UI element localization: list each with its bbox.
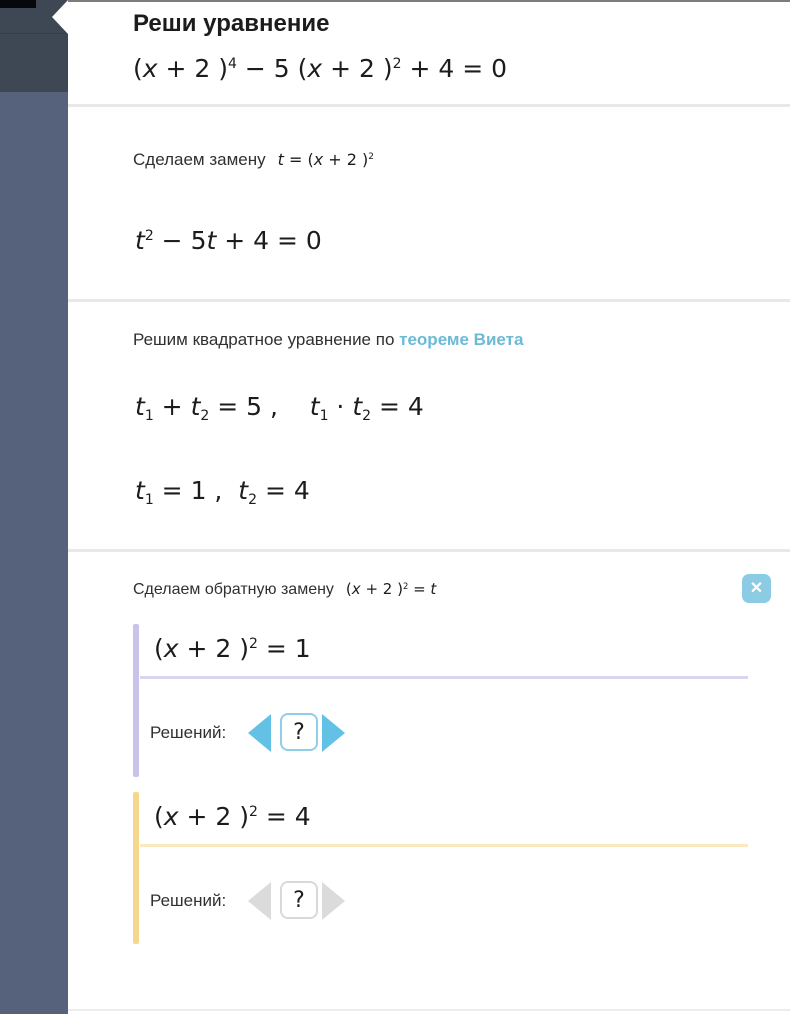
case1-solutions-label: Решений:: [150, 723, 227, 742]
t-equation: $t^2 - 5t + 4 = 0$: [135, 226, 322, 255]
case2-prev-arrow-icon[interactable]: [248, 882, 271, 920]
section-divider: [68, 549, 790, 552]
case2-solutions-label: Решений:: [150, 891, 227, 910]
case2-next-arrow-icon[interactable]: [322, 882, 345, 920]
back-substitution-label: Сделаем обратную замену: [133, 581, 334, 598]
case2-answer-box[interactable]: ?: [280, 881, 318, 919]
content-panel: [68, 0, 790, 1014]
case1-prev-arrow-icon[interactable]: [248, 714, 271, 752]
substitution-formula: t = (x + 2 )$^2$: [277, 150, 374, 169]
section-divider: [68, 104, 790, 107]
bottom-divider: [68, 1009, 790, 1011]
vieta-text: Решим квадратное уравнение по: [133, 330, 395, 349]
close-button[interactable]: [742, 574, 771, 603]
vieta-roots-equation: $t_1 = 1$ , $t_2 = 4$: [135, 476, 310, 509]
vieta-theorem-link[interactable]: теореме Виета: [399, 330, 524, 349]
vieta-sentence: [133, 330, 523, 350]
substitution-label: Сделаем замену: [133, 150, 266, 169]
case1-underline: [140, 676, 748, 679]
case2-underline: [140, 844, 748, 847]
close-icon: ✕: [749, 579, 764, 597]
case2-accent-bar: [133, 792, 139, 944]
substitution-row: [133, 150, 374, 170]
panel-pointer-notch: [52, 0, 68, 34]
case1-answer-box[interactable]: ?: [280, 713, 318, 751]
page-title: Реши уравнение: [133, 10, 330, 37]
case2-equation: (x + 2 )$^2$ = 4: [154, 802, 311, 831]
section-divider: [68, 299, 790, 302]
case1-next-arrow-icon[interactable]: [322, 714, 345, 752]
window-chrome-strip: [0, 0, 36, 8]
main-equation: (x + 2 )$^4$ − 5 (x + 2 )$^2$ + 4 = 0: [133, 54, 508, 83]
back-substitution-formula: (x + 2 )$^2$ = t: [345, 580, 437, 598]
case1-equation: (x + 2 )$^2$ = 1: [154, 634, 311, 663]
sidebar: [0, 0, 68, 1014]
back-substitution-row: [133, 580, 436, 599]
case1-accent-bar: [133, 624, 139, 777]
vieta-sum-product-equation: $t_1 + t_2 = 5$ , $t_1 \cdot t_2 = 4$: [135, 392, 424, 425]
